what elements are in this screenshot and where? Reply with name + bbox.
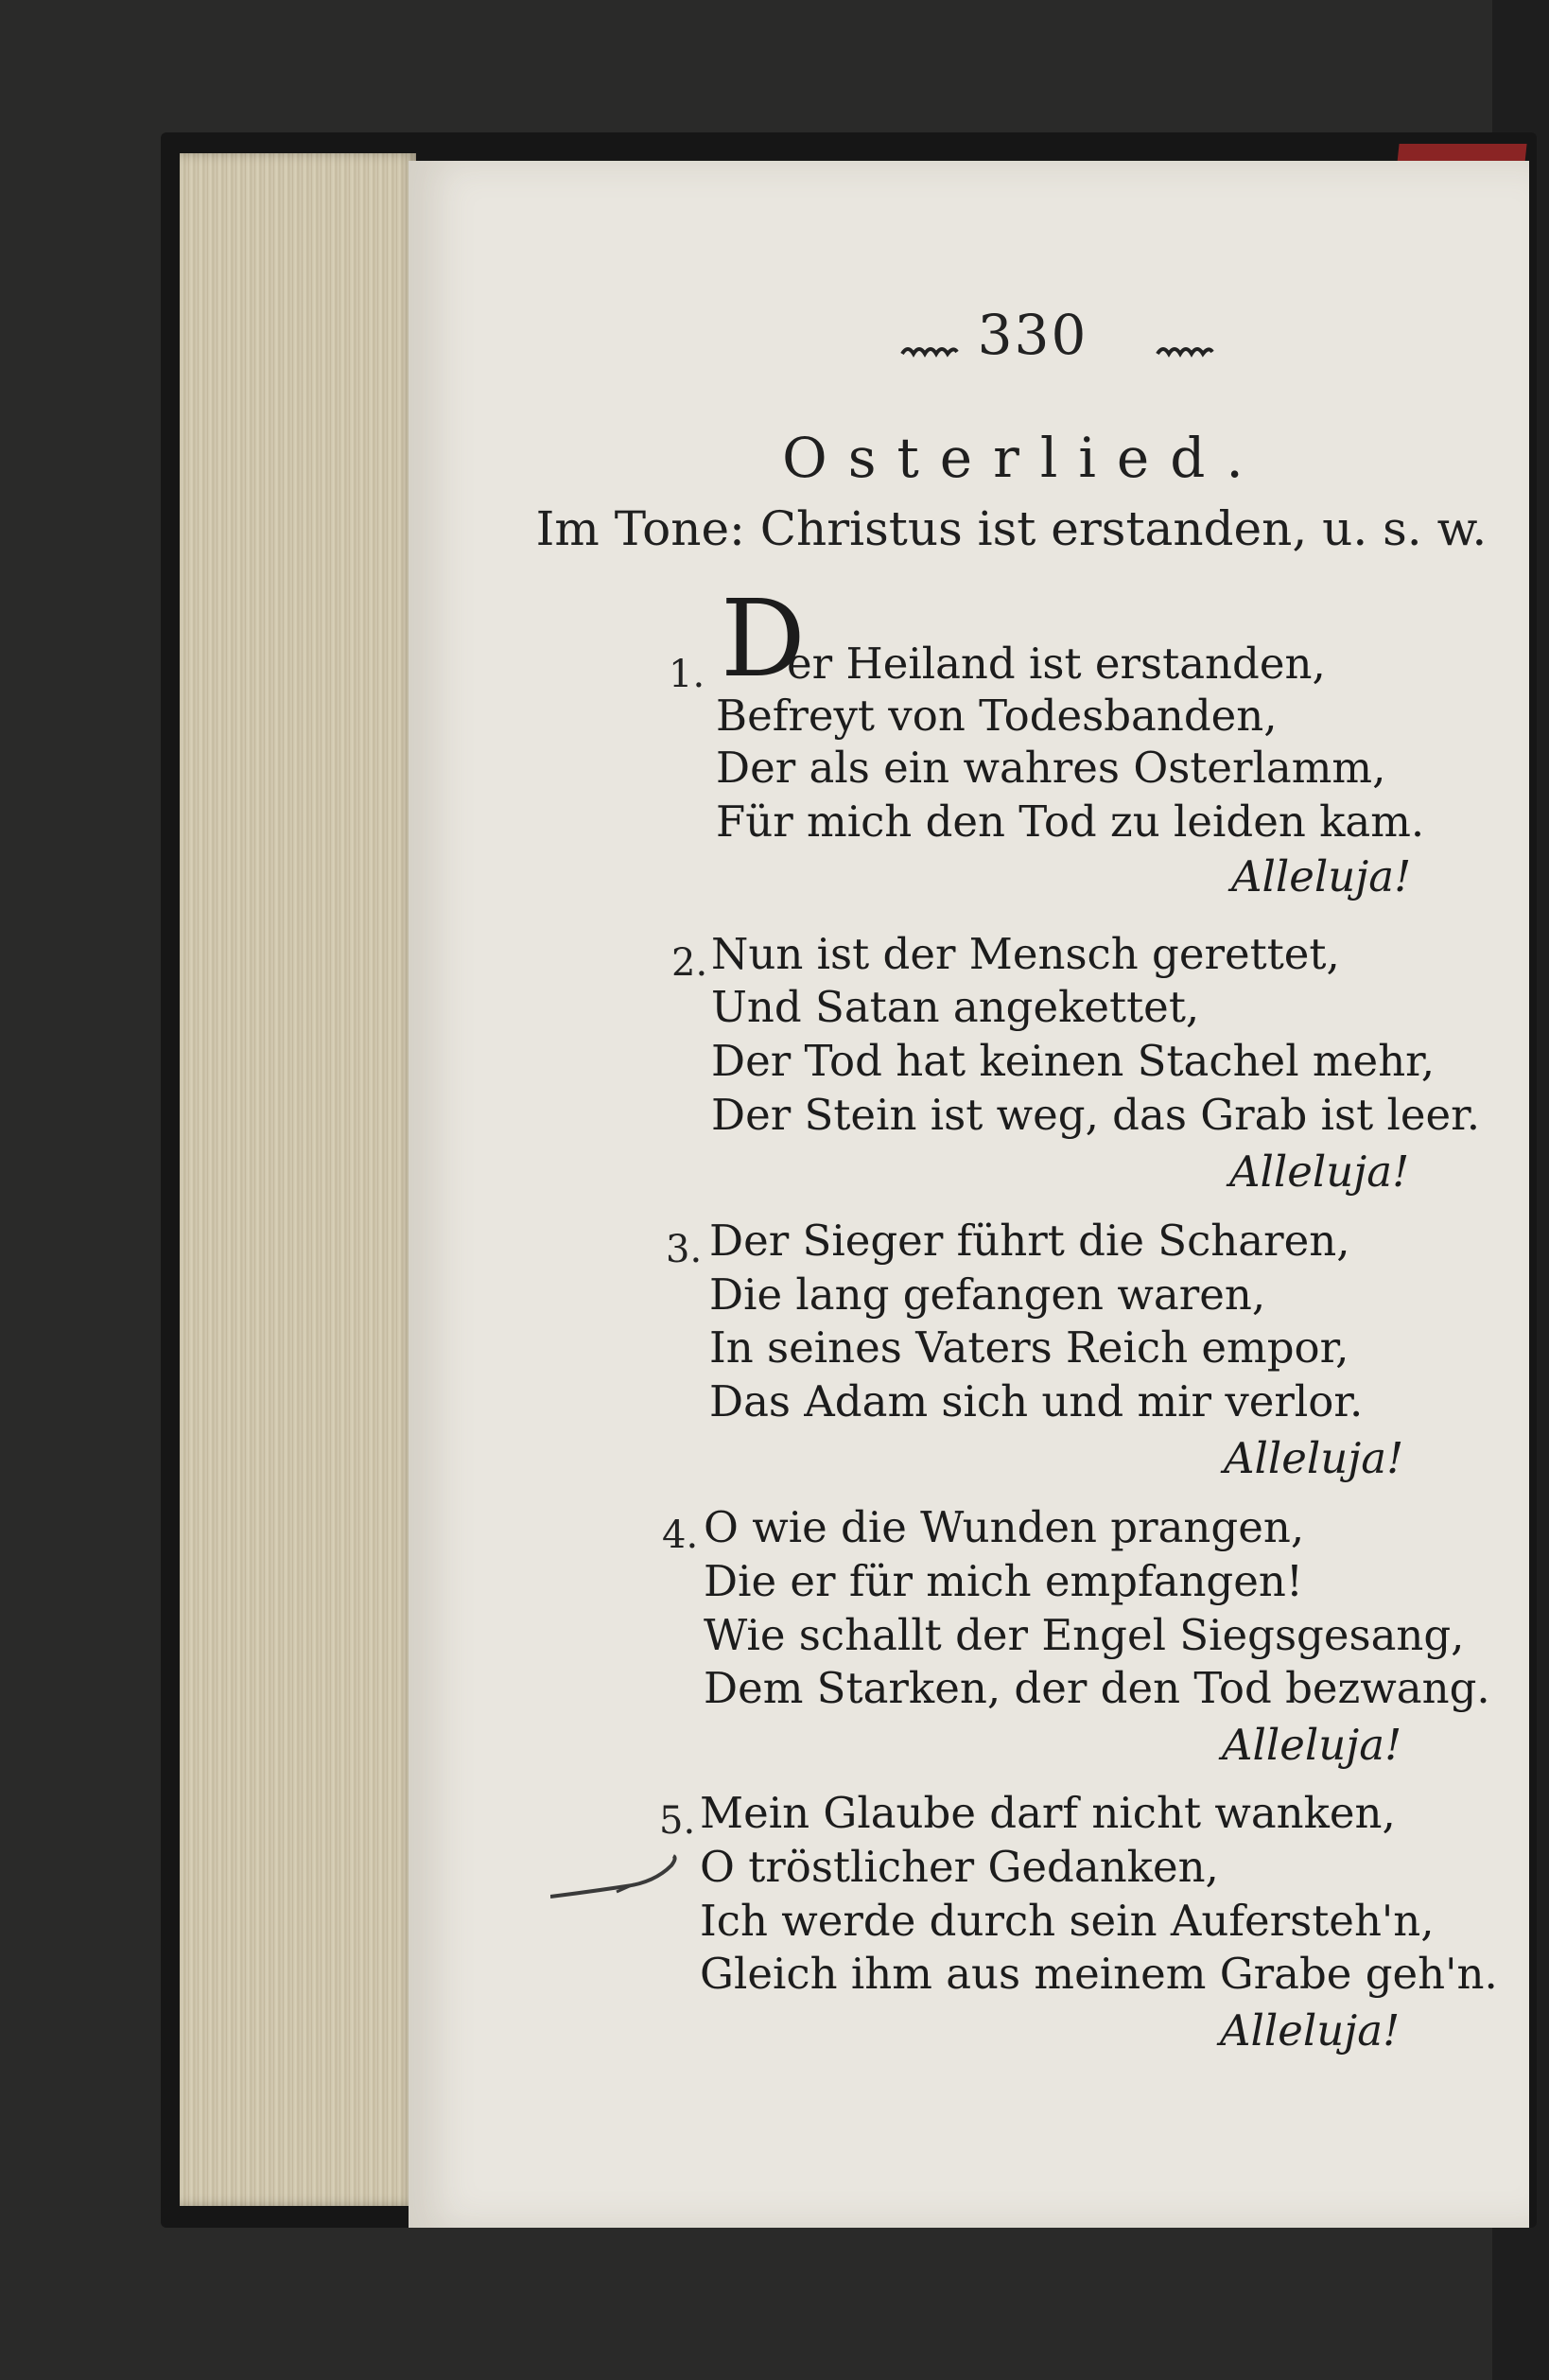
alleluia: Alleluja!: [1220, 2005, 1401, 2056]
verse-line: Der als ein wahres Osterlamm,: [716, 743, 1386, 793]
verse-line: O tröstlicher Gedanken,: [700, 1842, 1219, 1892]
verse-line: Der Stein ist weg, das Grab ist leer.: [711, 1090, 1481, 1140]
verse-line: Für mich den Tod zu leiden kam.: [716, 796, 1425, 847]
verse-number: 5.: [659, 1799, 696, 1843]
book-page: [409, 161, 1529, 2228]
hymn-title: Osterlied.: [782, 426, 1264, 490]
verse-line: Der Tod hat keinen Stachel mehr,: [711, 1036, 1436, 1086]
verse-line: Das Adam sich und mir verlor.: [709, 1376, 1364, 1426]
alleluia: Alleluja!: [1229, 1146, 1410, 1197]
verse-line: O wie die Wunden prangen,: [704, 1502, 1305, 1552]
verse-line: Nun ist der Mensch gerettet,: [711, 929, 1340, 979]
verse-line: In seines Vaters Reich empor,: [709, 1322, 1349, 1373]
alleluia: Alleluja!: [1224, 1433, 1404, 1483]
verse-line: Wie schallt der Engel Siegsgesang,: [704, 1610, 1465, 1660]
drop-cap: D: [721, 578, 806, 701]
verse-line: Gleich ihm aus meinem Grabe geh'n.: [700, 1949, 1498, 1999]
verse-line: Die lang gefangen waren,: [709, 1269, 1266, 1320]
alleluia: Alleluja!: [1231, 851, 1412, 901]
ornament-right-icon: [1156, 342, 1214, 359]
verse-line: Dem Starken, der den Tod bezwang.: [704, 1663, 1490, 1713]
page-number: 330: [977, 303, 1088, 367]
verse-number: 4.: [662, 1514, 699, 1557]
page-edges: [180, 153, 416, 2206]
verse-number: 2.: [671, 941, 708, 985]
verse-number: 1.: [669, 653, 705, 696]
verse-line: er Heiland ist erstanden,: [787, 639, 1326, 689]
verse-line: Ich werde durch sein Aufersteh'n,: [700, 1896, 1435, 1946]
hymn-tune: Im Tone: Christus ist erstanden, u. s. w.: [535, 501, 1488, 556]
alleluia: Alleluja!: [1222, 1720, 1402, 1770]
verse-line: Der Sieger führt die Scharen,: [709, 1216, 1350, 1266]
verse-line: Mein Glaube darf nicht wanken,: [700, 1788, 1396, 1838]
verse-line: Die er für mich empfangen!: [704, 1556, 1303, 1606]
verse-line: Befreyt von Todesbanden,: [716, 691, 1278, 741]
pencil-mark-icon: [550, 1854, 687, 1920]
verse-number: 3.: [666, 1228, 703, 1271]
verse-line: Und Satan angekettet,: [711, 982, 1200, 1032]
